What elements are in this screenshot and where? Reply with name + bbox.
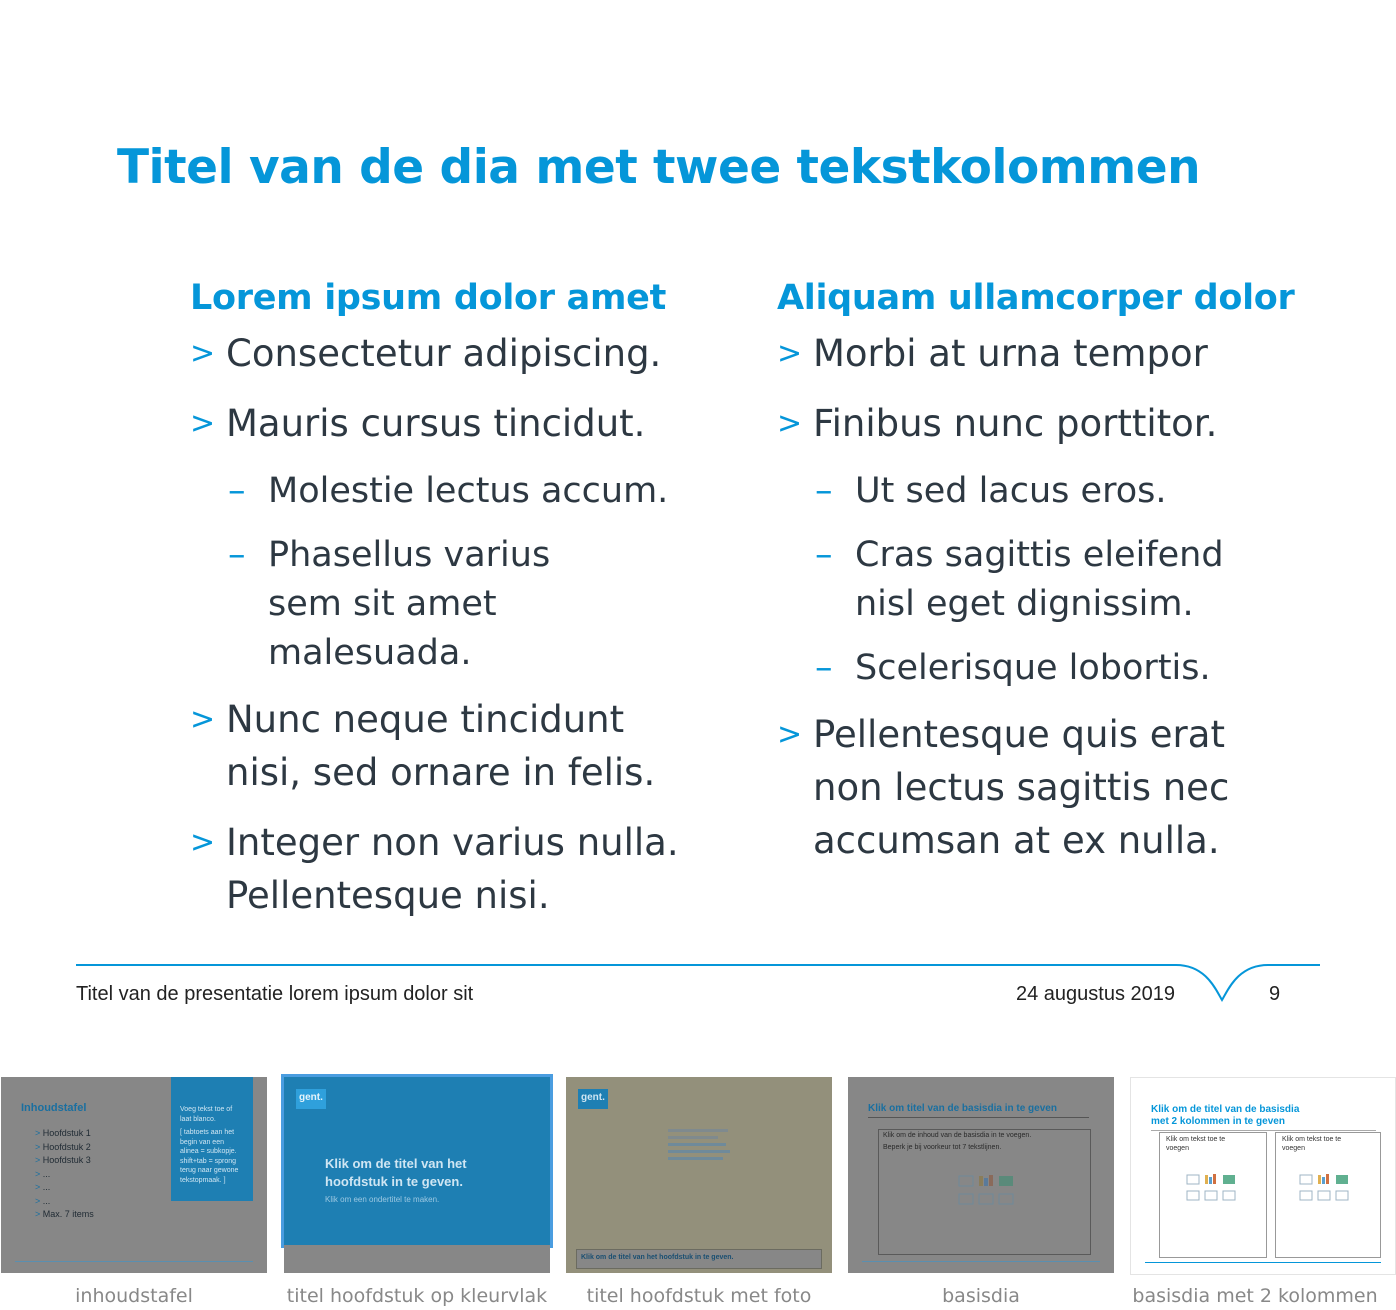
bullet-text: Mauris cursus tincidut. [226, 402, 646, 445]
sub-bullet-item [190, 467, 750, 516]
bullet-marker: > [190, 702, 216, 737]
footer-date: 24 augustus 2019 [1016, 983, 1176, 1005]
bullet-item [777, 327, 1337, 380]
bullet-item [190, 816, 706, 922]
bullet-marker: > [190, 336, 216, 371]
thumb-title: Klik om de titel van de basisdia met 2 kolommen in te geven [1151, 1104, 1300, 1127]
gent-logo-icon: gent. [578, 1089, 608, 1109]
thumb-title: Inhoudstafel [21, 1102, 87, 1114]
footer-presentation-title: Titel van de presentatie lorem ipsum dolor sit [76, 983, 474, 1005]
bullet-text: Finibus nunc porttitor. [813, 402, 1218, 445]
sub-bullet-item [777, 467, 1337, 516]
thumb-caption-box: Klik om de titel van het hoofdstuk in te geven. [576, 1249, 822, 1269]
note-line: Voeg tekst toe of [180, 1106, 233, 1113]
thumb-title: Klik om de titel van het hoofdstuk in te geven. [325, 1156, 467, 1189]
bullet-item [777, 708, 1283, 867]
sub-bullet-marker: – [228, 471, 246, 511]
layout-thumb-basisdia-met-2-kolommen[interactable] [1130, 1077, 1396, 1275]
thumb-content-box: Klik om de inhoud van de basisdia in te voegen. Beperk je bij voorkeur tot 7 tekstlijnen. [878, 1129, 1091, 1255]
bullet-text: Integer non varius nulla. Pellentesque nisi. [226, 821, 679, 917]
insert-content-icons [1298, 1173, 1354, 1209]
sub-bullet-item [777, 531, 1255, 629]
layout-thumb-titel-hoofdstuk-met-foto[interactable] [566, 1077, 832, 1273]
sub-bullet-text: Cras sagittis eleifend nisl eget dignissim. [855, 535, 1224, 624]
layout-label-titel-hoofdstuk-met-foto[interactable]: titel hoofdstuk met foto [586, 1285, 812, 1307]
bullet-item [190, 397, 750, 450]
thumb-list-item: > ... [35, 1168, 51, 1179]
photo-placeholder-icon [668, 1129, 738, 1179]
sub-bullet-text: Molestie lectus accum. [268, 471, 669, 511]
sub-bullet-text: Ut sed lacus eros. [855, 471, 1167, 511]
bullet-marker: > [777, 406, 803, 441]
layout-thumb-titel-hoofdstuk-op-kleurvlak[interactable] [284, 1077, 550, 1245]
thumb-list-item: > Hoofdstuk 1 [35, 1128, 91, 1138]
slide-title[interactable]: Titel van de dia met twee tekstkolommen [117, 140, 1201, 195]
thumb-list [35, 1127, 94, 1222]
insert-content-icons [957, 1174, 1017, 1214]
thumb-list-item: > ... [35, 1182, 51, 1192]
gent-logo-icon: gent. [296, 1089, 326, 1109]
note-line: begin van een [180, 1138, 224, 1146]
note-line: tekstopmaak. ] [180, 1176, 226, 1184]
sub-bullet-marker: – [815, 648, 833, 688]
note-line: [ tabtoets aan het [180, 1129, 235, 1136]
thumb-footer-line [862, 1261, 1100, 1262]
layout-label-titel-hoofdstuk-op-kleurvlak[interactable]: titel hoofdstuk op kleurvlak [286, 1285, 548, 1307]
thumb-right-column: Klik om tekst toe te voegen [1275, 1132, 1381, 1258]
thumb-list-item: > Hoofdstuk 2 [35, 1141, 91, 1152]
bullet-item [777, 397, 1337, 450]
thumb-footer-line [15, 1261, 253, 1262]
thumb-left-column: Klik om tekst toe te voegen [1159, 1132, 1267, 1258]
thumb-footer-line [1145, 1262, 1381, 1263]
bullet-item [190, 327, 750, 380]
right-text-column[interactable] [777, 275, 1337, 884]
sub-bullet-marker: – [815, 535, 833, 575]
thumb-subtitle: Klik om een ondertitel te maken. [325, 1195, 440, 1204]
left-text-column[interactable] [190, 275, 750, 939]
bullet-marker: > [190, 825, 216, 860]
layout-label-basisdia-met-2-kolommen[interactable]: basisdia met 2 kolommen [1132, 1285, 1378, 1307]
note-line: alinea = subkopje. [180, 1148, 237, 1155]
bullet-text: Morbi at urna tempor [813, 332, 1208, 375]
layout-label-basisdia[interactable]: basisdia [942, 1285, 1020, 1307]
bullet-item [190, 693, 696, 799]
thumb-list-item: > Hoofdstuk 3 [35, 1155, 91, 1165]
bullet-text: Nunc neque tincidunt nisi, sed ornare in felis. [226, 698, 656, 794]
sub-bullet-marker: – [228, 535, 246, 575]
sub-bullet-item [777, 644, 1337, 693]
thumb-title: Klik om titel van de basisdia in te geven [868, 1103, 1057, 1114]
left-column-heading: Lorem ipsum dolor amet [190, 278, 667, 318]
bullet-marker: > [777, 717, 803, 752]
thumb-note-box [171, 1077, 253, 1201]
right-column-heading: Aliquam ullamcorper dolor [777, 278, 1295, 318]
bullet-text: Pellentesque quis erat non lectus sagittis nec accumsan at ex nulla. [813, 713, 1230, 862]
layout-label-inhoudstafel[interactable]: inhoudstafel [75, 1285, 193, 1307]
footer-page-number: 9 [1269, 983, 1281, 1005]
insert-content-icons [1185, 1173, 1241, 1209]
note-line: shift+tab = sprong [180, 1157, 237, 1165]
bullet-text: Consectetur adipiscing. [226, 332, 662, 375]
thumb-list-item: > Max. 7 items [35, 1209, 94, 1219]
thumb-list-item: > ... [35, 1195, 51, 1206]
sub-bullet-text: Phasellus varius sem sit amet malesuada. [268, 535, 551, 673]
bullet-marker: > [190, 406, 216, 441]
bullet-marker: > [777, 336, 803, 371]
sub-bullet-text: Scelerisque lobortis. [855, 648, 1211, 688]
sub-bullet-item [190, 531, 628, 678]
note-line: terug naar gewone [180, 1167, 239, 1174]
layout-thumb-inhoudstafel[interactable] [1, 1077, 267, 1273]
layout-thumb-basisdia[interactable] [848, 1077, 1114, 1273]
note-line: laat blanco. [180, 1115, 216, 1123]
thumb-footer-area [284, 1245, 550, 1273]
sub-bullet-marker: – [815, 471, 833, 511]
